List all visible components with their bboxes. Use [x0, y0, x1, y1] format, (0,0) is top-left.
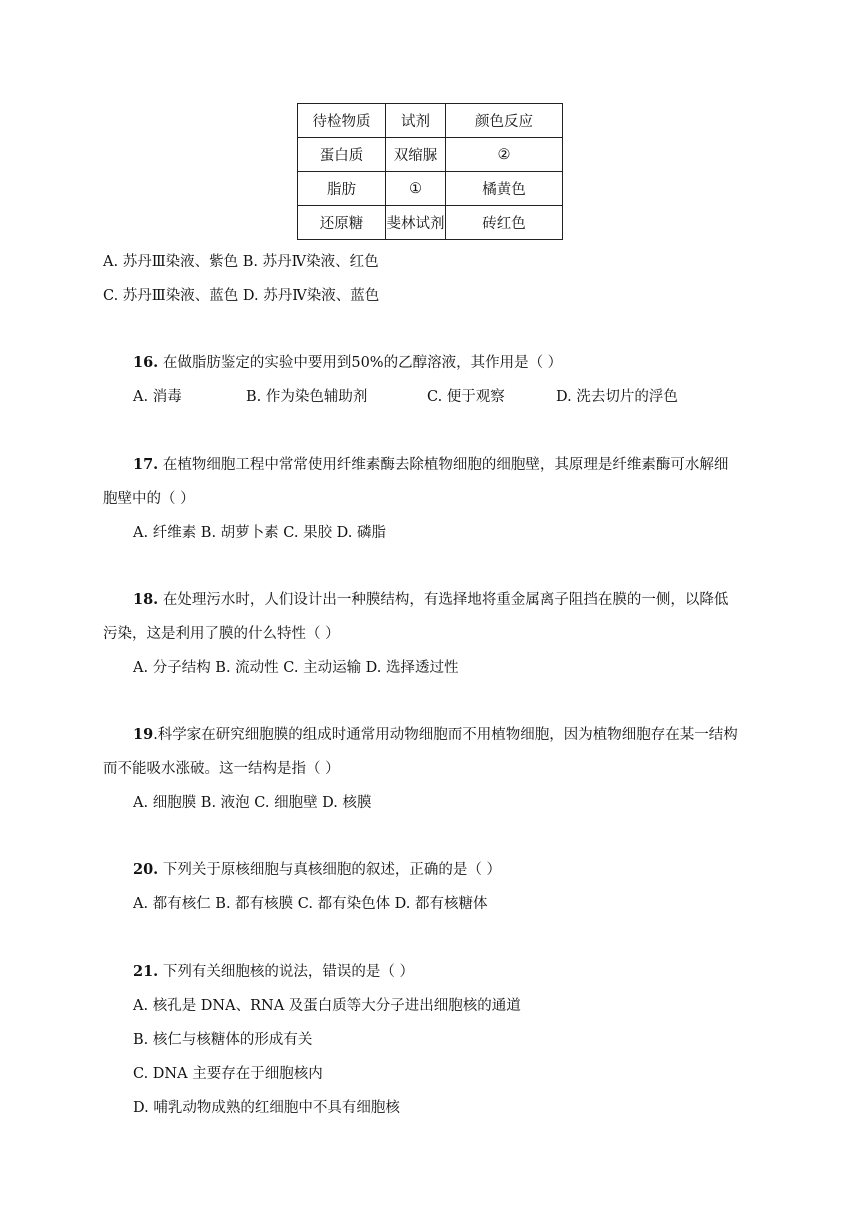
- question-17-stem-cont: 胞壁中的（ ）: [103, 491, 195, 507]
- question-21-option-a: A. 核孔是 DNA、RNA 及蛋白质等大分子进出细胞核的通道: [133, 998, 521, 1014]
- question-17-stem: [133, 453, 728, 474]
- question-18-stem: [133, 588, 728, 609]
- table-cell: ②: [446, 138, 563, 172]
- table-header-cell: 待检物质: [298, 104, 386, 138]
- question-21-option-d: D. 哺乳动物成熟的红细胞中不具有细胞核: [133, 1100, 400, 1116]
- question-17-options: A. 纤维素 B. 胡萝卜素 C. 果胶 D. 磷脂: [133, 525, 387, 541]
- question-16-stem: [133, 351, 562, 372]
- question-text: 在做脂肪鉴定的实验中要用到50%的乙醇溶液，其作用是（ ）: [158, 355, 563, 371]
- q15-options-line2: C. 苏丹Ⅲ染液、蓝色 D. 苏丹Ⅳ染液、蓝色: [103, 288, 380, 304]
- table-cell: 蛋白质: [298, 138, 386, 172]
- table-row: [298, 138, 563, 172]
- table-row: [298, 206, 563, 240]
- question-number: 21.: [133, 963, 159, 980]
- question-text: 在植物细胞工程中常常使用纤维素酶去除植物细胞的细胞壁，其原理是纤维素酶可水解细: [158, 457, 729, 473]
- question-number: 20.: [133, 861, 159, 878]
- question-21-option-b: B. 核仁与核糖体的形成有关: [133, 1032, 313, 1048]
- table-header-cell: 颜色反应: [446, 104, 563, 138]
- question-16-option-c: C. 便于观察: [427, 389, 505, 405]
- question-number: 16.: [133, 354, 159, 371]
- question-21-option-c: C. DNA 主要存在于细胞核内: [133, 1066, 323, 1082]
- question-20-options: A. 都有核仁 B. 都有核膜 C. 都有染色体 D. 都有核糖体: [133, 896, 488, 912]
- table-cell: ①: [386, 172, 446, 206]
- table-cell: 砖红色: [446, 206, 563, 240]
- question-text: 下列有关细胞核的说法，错误的是（ ）: [158, 964, 414, 980]
- question-18-options: A. 分子结构 B. 流动性 C. 主动运输 D. 选择透过性: [133, 660, 459, 676]
- question-16-option-b: B. 作为染色辅助剂: [246, 389, 368, 405]
- question-text: 下列关于原核细胞与真核细胞的叙述，正确的是（ ）: [158, 862, 501, 878]
- q15-options-line1: A. 苏丹Ⅲ染液、紫色 B. 苏丹Ⅳ染液、红色: [103, 254, 379, 270]
- question-number: 19: [133, 726, 154, 743]
- question-19-stem: [133, 723, 738, 744]
- question-16-option-d: D. 洗去切片的浮色: [556, 389, 678, 405]
- table-row: [298, 172, 563, 206]
- table-header-row: [298, 104, 563, 138]
- question-21-stem: [133, 960, 414, 981]
- question-text: 在处理污水时，人们设计出一种膜结构，有选择地将重金属离子阻挡在膜的一侧，以降低: [158, 592, 729, 608]
- table-cell: 双缩脲: [386, 138, 446, 172]
- question-number: 18.: [133, 591, 159, 608]
- table-cell: 斐林试剂: [386, 206, 446, 240]
- table-cell: 还原糖: [298, 206, 386, 240]
- question-16-option-a: A. 消毒: [133, 389, 182, 405]
- table-header-cell: 试剂: [386, 104, 446, 138]
- question-19-options: A. 细胞膜 B. 液泡 C. 细胞壁 D. 核膜: [133, 795, 372, 811]
- question-18-stem-cont: 污染，这是利用了膜的什么特性（ ）: [103, 626, 340, 642]
- table-cell: 橘黄色: [446, 172, 563, 206]
- question-number: 17.: [133, 456, 159, 473]
- question-19-stem-cont: 而不能吸水涨破。这一结构是指（ ）: [103, 761, 340, 777]
- table-cell: 脂肪: [298, 172, 386, 206]
- reagent-table: [297, 103, 563, 240]
- question-20-stem: [133, 858, 501, 879]
- question-text: .科学家在研究细胞膜的组成时通常用动物细胞而不用植物细胞，因为植物细胞存在某一结构: [153, 727, 738, 743]
